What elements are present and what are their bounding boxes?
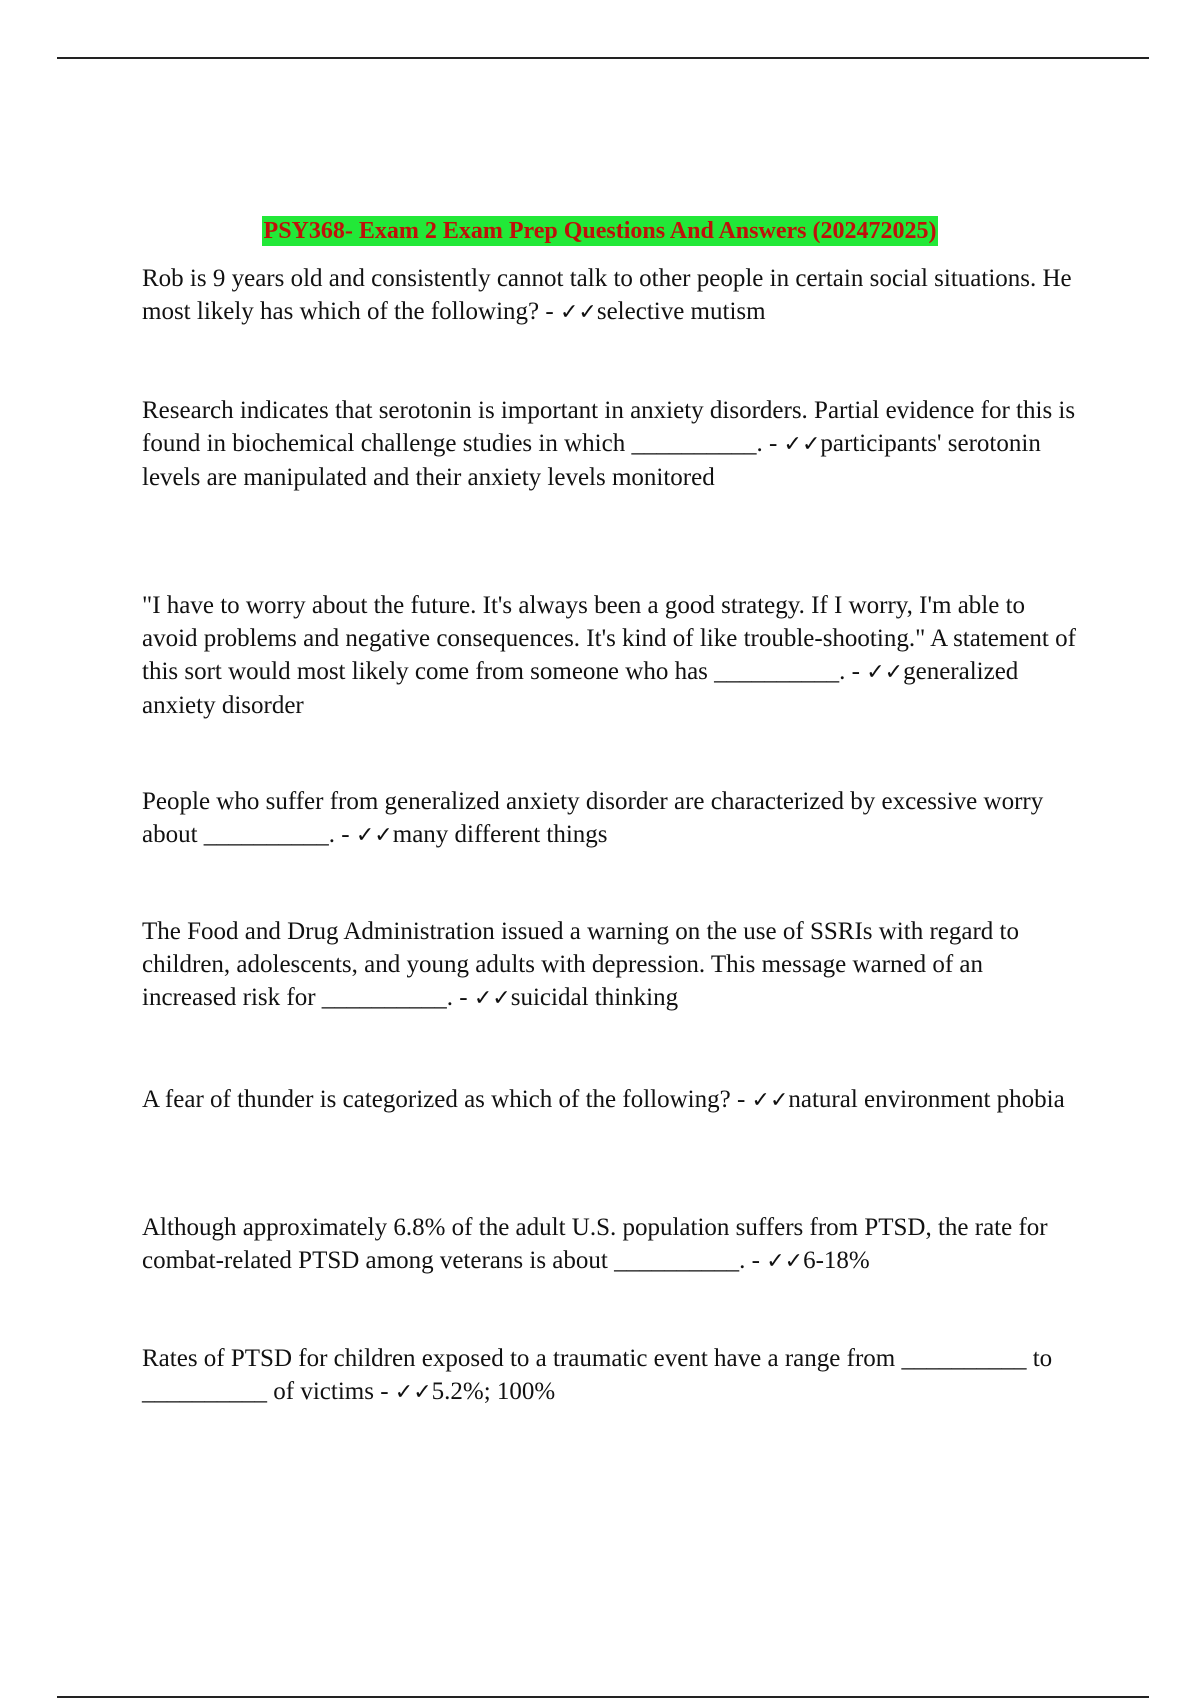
question-text: Research indicates that serotonin is important in anxiety disorders. Partial evidence for this is found in biochemical challenge studies in which __________. bbox=[142, 397, 1076, 457]
answer-separator: - bbox=[745, 1247, 767, 1274]
qa-item-1 bbox=[142, 262, 1077, 329]
double-check-icon: ✓✓ bbox=[751, 1088, 789, 1113]
answer-text: suicidal thinking bbox=[510, 984, 679, 1011]
double-check-icon: ✓✓ bbox=[394, 1380, 432, 1405]
qa-item-6 bbox=[142, 1083, 1077, 1117]
question-text: Although approximately 6.8% of the adult U.S. population suffers from PTSD, the rate for combat-related PTSD among veterans is about __________. bbox=[142, 1214, 1048, 1274]
answer-text: many different things bbox=[392, 821, 608, 848]
top-rule bbox=[57, 57, 1149, 59]
answer-text: 5.2%; 100% bbox=[431, 1378, 556, 1405]
answer-separator: - bbox=[335, 821, 356, 848]
question-text: Rob is 9 years old and consistently cannot talk to other people in certain social situations. He most likely has which of the following? bbox=[142, 265, 1072, 325]
answer-separator: - bbox=[373, 1378, 395, 1405]
bottom-rule bbox=[57, 1696, 1149, 1698]
qa-item-2 bbox=[142, 394, 1077, 494]
question-text: A fear of thunder is categorized as which of the following? bbox=[142, 1086, 731, 1113]
question-text: People who suffer from generalized anxiety disorder are characterized by excessive worry about __________. bbox=[142, 788, 1044, 848]
answer-text: 6-18% bbox=[803, 1247, 870, 1274]
answer-text: generalized anxiety disorder bbox=[142, 658, 1019, 719]
question-text: Rates of PTSD for children exposed to a traumatic event have a range from __________ to __________ of victims bbox=[142, 1345, 1053, 1405]
qa-item-3 bbox=[142, 589, 1077, 722]
double-check-icon: ✓✓ bbox=[559, 300, 597, 325]
title-block bbox=[0, 216, 1200, 246]
answer-separator: - bbox=[762, 430, 784, 457]
answer-text: natural environment phobia bbox=[788, 1086, 1065, 1113]
qa-item-8 bbox=[142, 1342, 1077, 1409]
answer-separator: - bbox=[730, 1086, 752, 1113]
answer-text: participants' serotonin levels are manipulated and their anxiety levels monitored bbox=[142, 430, 1041, 491]
double-check-icon: ✓✓ bbox=[783, 432, 821, 457]
qa-item-7 bbox=[142, 1211, 1077, 1278]
question-text: The Food and Drug Administration issued a warning on the use of SSRIs with regard to children, adolescents, and young adults with depression. This message warned of an increased risk for __________. bbox=[142, 918, 1019, 1011]
answer-text: selective mutism bbox=[596, 298, 766, 325]
qa-item-4 bbox=[142, 785, 1077, 852]
qa-item-5 bbox=[142, 915, 1077, 1015]
double-check-icon: ✓✓ bbox=[766, 1249, 804, 1274]
double-check-icon: ✓✓ bbox=[473, 986, 511, 1011]
double-check-icon: ✓✓ bbox=[866, 660, 904, 685]
answer-separator: - bbox=[453, 984, 474, 1011]
document-title: PSY368- Exam 2 Exam Prep Questions And Answers (202472025) bbox=[263, 218, 937, 244]
answer-separator: - bbox=[845, 658, 867, 685]
double-check-icon: ✓✓ bbox=[355, 823, 393, 848]
answer-separator: - bbox=[539, 298, 560, 325]
question-text: "I have to worry about the future. It's always been a good strategy. If I worry, I'm able to avoid problems and negative consequences. It's kind of like trouble-shooting." A statement of this sort would most likely come from someone who has __________. bbox=[142, 592, 1076, 685]
